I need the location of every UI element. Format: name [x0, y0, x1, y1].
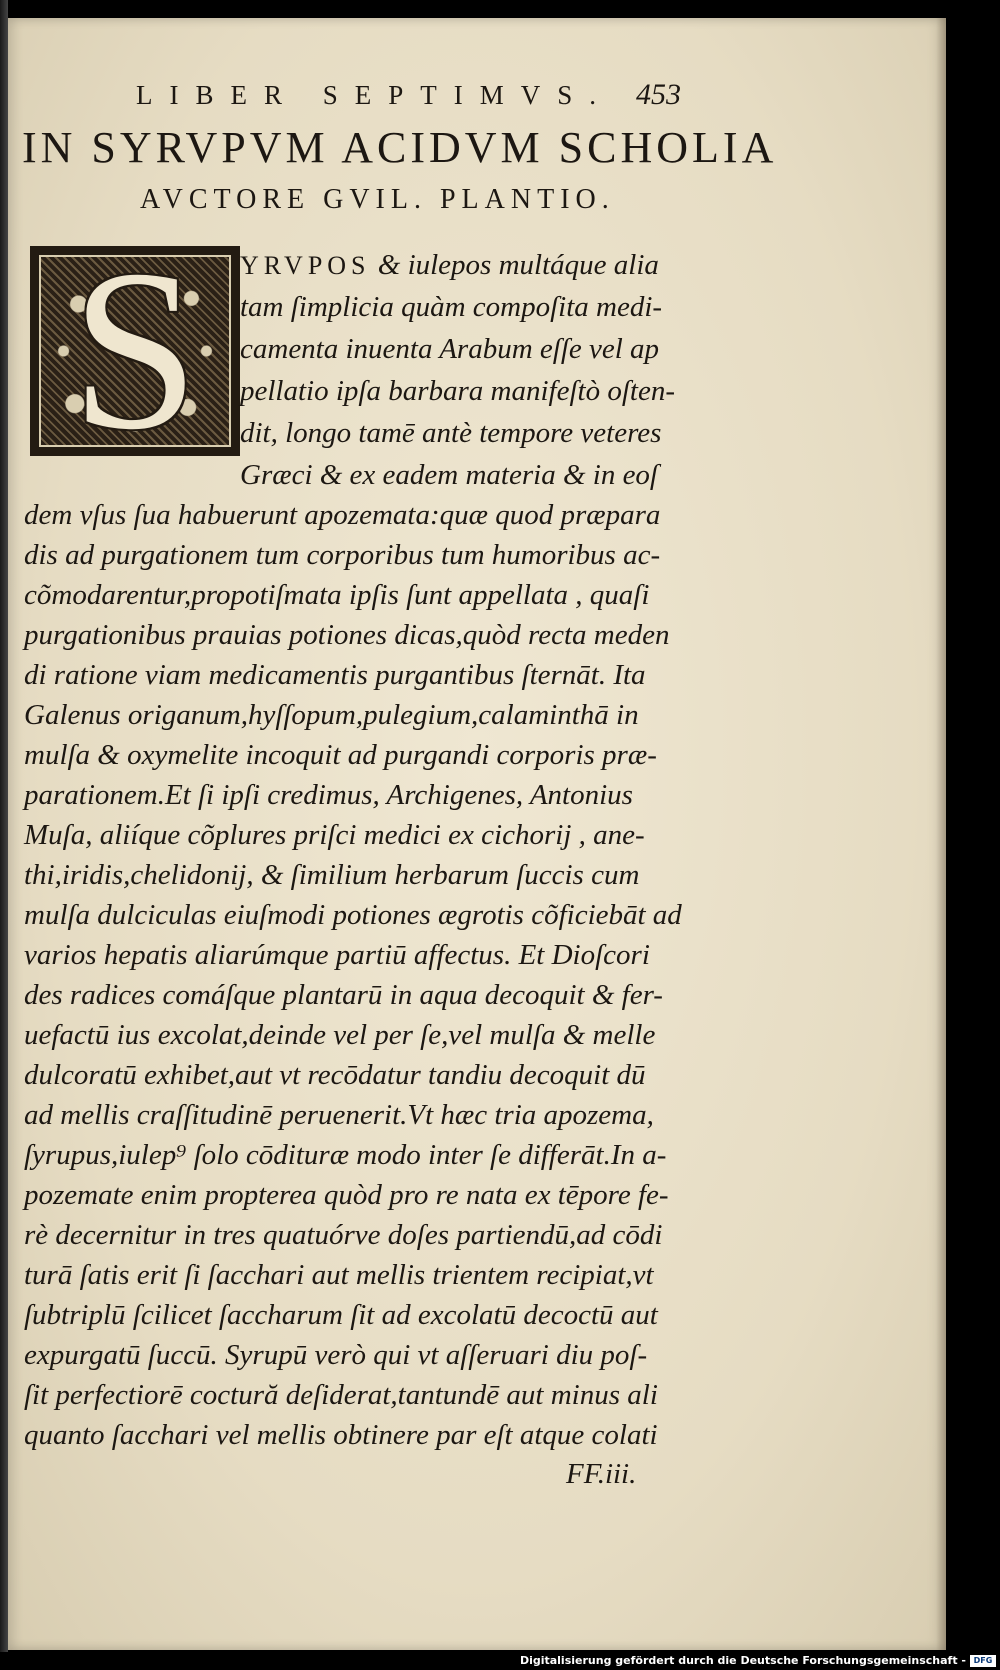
text-line: uefactū ius excolat,deinde vel per ſe,vel mulſa & melle — [24, 1019, 656, 1051]
digitization-footer — [0, 1652, 1000, 1670]
text-line: quanto ſacchari vel mellis obtinere par eſt atque colati — [24, 1419, 658, 1451]
text-line: pozemate enim propterea quòd pro re nata ex tēpore fe- — [24, 1179, 669, 1211]
text-line: cõmodarentur,propotiſmata ipſis ſunt appellata , quaſi — [24, 579, 650, 611]
viewer-left-edge — [0, 0, 8, 1652]
book-page — [8, 18, 946, 1650]
text-line: parationem.Et ſi ipſi credimus, Archigenes, Antonius — [24, 779, 633, 811]
text-line: dulcoratū exhibet,aut vt recōdatur tandiu decoquit dū — [24, 1059, 646, 1091]
text-line: Græci & ex eadem materia & in eoſ — [240, 459, 658, 491]
signature-mark: FF.iii. — [566, 1458, 637, 1490]
first-line-caps: YRVPOS — [240, 251, 371, 280]
text-line: Galenus origanum,hyſſopum,pulegium,calaminthā in — [24, 699, 639, 731]
text-line: rè decernitur in tres quatuórve doſes partiendū,ad cōdi — [24, 1219, 663, 1251]
footer-credit: Digitalisierung gefördert durch die Deutsche Forschungsgemeinschaft - — [519, 1654, 966, 1667]
text-line: ſubtriplū ſcilicet ſaccharum ſit ad excolatū decoctū aut — [24, 1299, 658, 1331]
chapter-title: IN SYRVPVM ACIDVM SCHOLIA — [22, 123, 778, 172]
text-line: dit, longo tamē antè tempore veteres — [240, 417, 662, 449]
chapter-subtitle: AVCTORE GVIL. PLANTIO. — [140, 184, 615, 215]
text-line: camenta inuenta Arabum eſſe vel ap — [240, 333, 660, 365]
text-line: purgationibus prauias potiones dicas,quòd recta meden — [24, 619, 670, 651]
first-line-rest: & iulepos multáque alia — [377, 249, 659, 281]
page-number: 453 — [636, 78, 681, 111]
text-line: mulſa dulciculas eiuſmodi potiones ægrotis cõficiebāt ad — [24, 899, 682, 931]
text-line: des radices comáſque plantarū in aqua decoquit & fer- — [24, 979, 663, 1011]
text-line: mulſa & oxymelite incoquit ad purgandi corporis præ- — [24, 739, 657, 771]
initial-letter: S — [71, 222, 199, 477]
text-line: varios hepatis aliarúmque partiū affectus. Et Dioſcori — [24, 939, 650, 971]
text-line: ad mellis craſſitudinē peruenerit.Vt hæc tria apozema, — [24, 1099, 654, 1131]
text-line: tam ſimplicia quàm compoſita medi- — [240, 291, 663, 323]
text-line: expurgatū ſuccū. Syrupū verò qui vt aſſeruari diu poſ- — [24, 1339, 648, 1371]
text-line: dis ad purgationem tum corporibus tum humoribus ac- — [24, 539, 661, 571]
text-line: pellatio ipſa barbara manifeſtò oſten- — [240, 375, 675, 407]
text-line: ſyrupus,iulep⁹ ſolo cōdituræ modo inter ſe differāt.In a- — [24, 1139, 667, 1171]
text-line: turā ſatis erit ſi ſacchari aut mellis trientem recipiat,vt — [24, 1259, 654, 1291]
running-head: LIBER SEPTIMVS. — [136, 80, 614, 110]
text-line-first — [240, 248, 659, 283]
text-line: Muſa, aliíque cõplures priſci medici ex cichorij , ane- — [24, 819, 645, 851]
text-line: thi,iridis,chelidonij, & ſimilium herbarum ſuccis cum — [24, 859, 640, 891]
text-line: ſit perfectiorē coctură deſiderat,tantundē aut minus ali — [24, 1379, 658, 1411]
dfg-logo[interactable]: DFG — [970, 1655, 996, 1667]
text-line: di ratione viam medicamentis purgantibus ſternāt. Ita — [24, 659, 646, 691]
text-line: dem vſus ſua habuerunt apozemata:quæ quod præpara — [24, 499, 661, 531]
body-text — [8, 18, 946, 1650]
